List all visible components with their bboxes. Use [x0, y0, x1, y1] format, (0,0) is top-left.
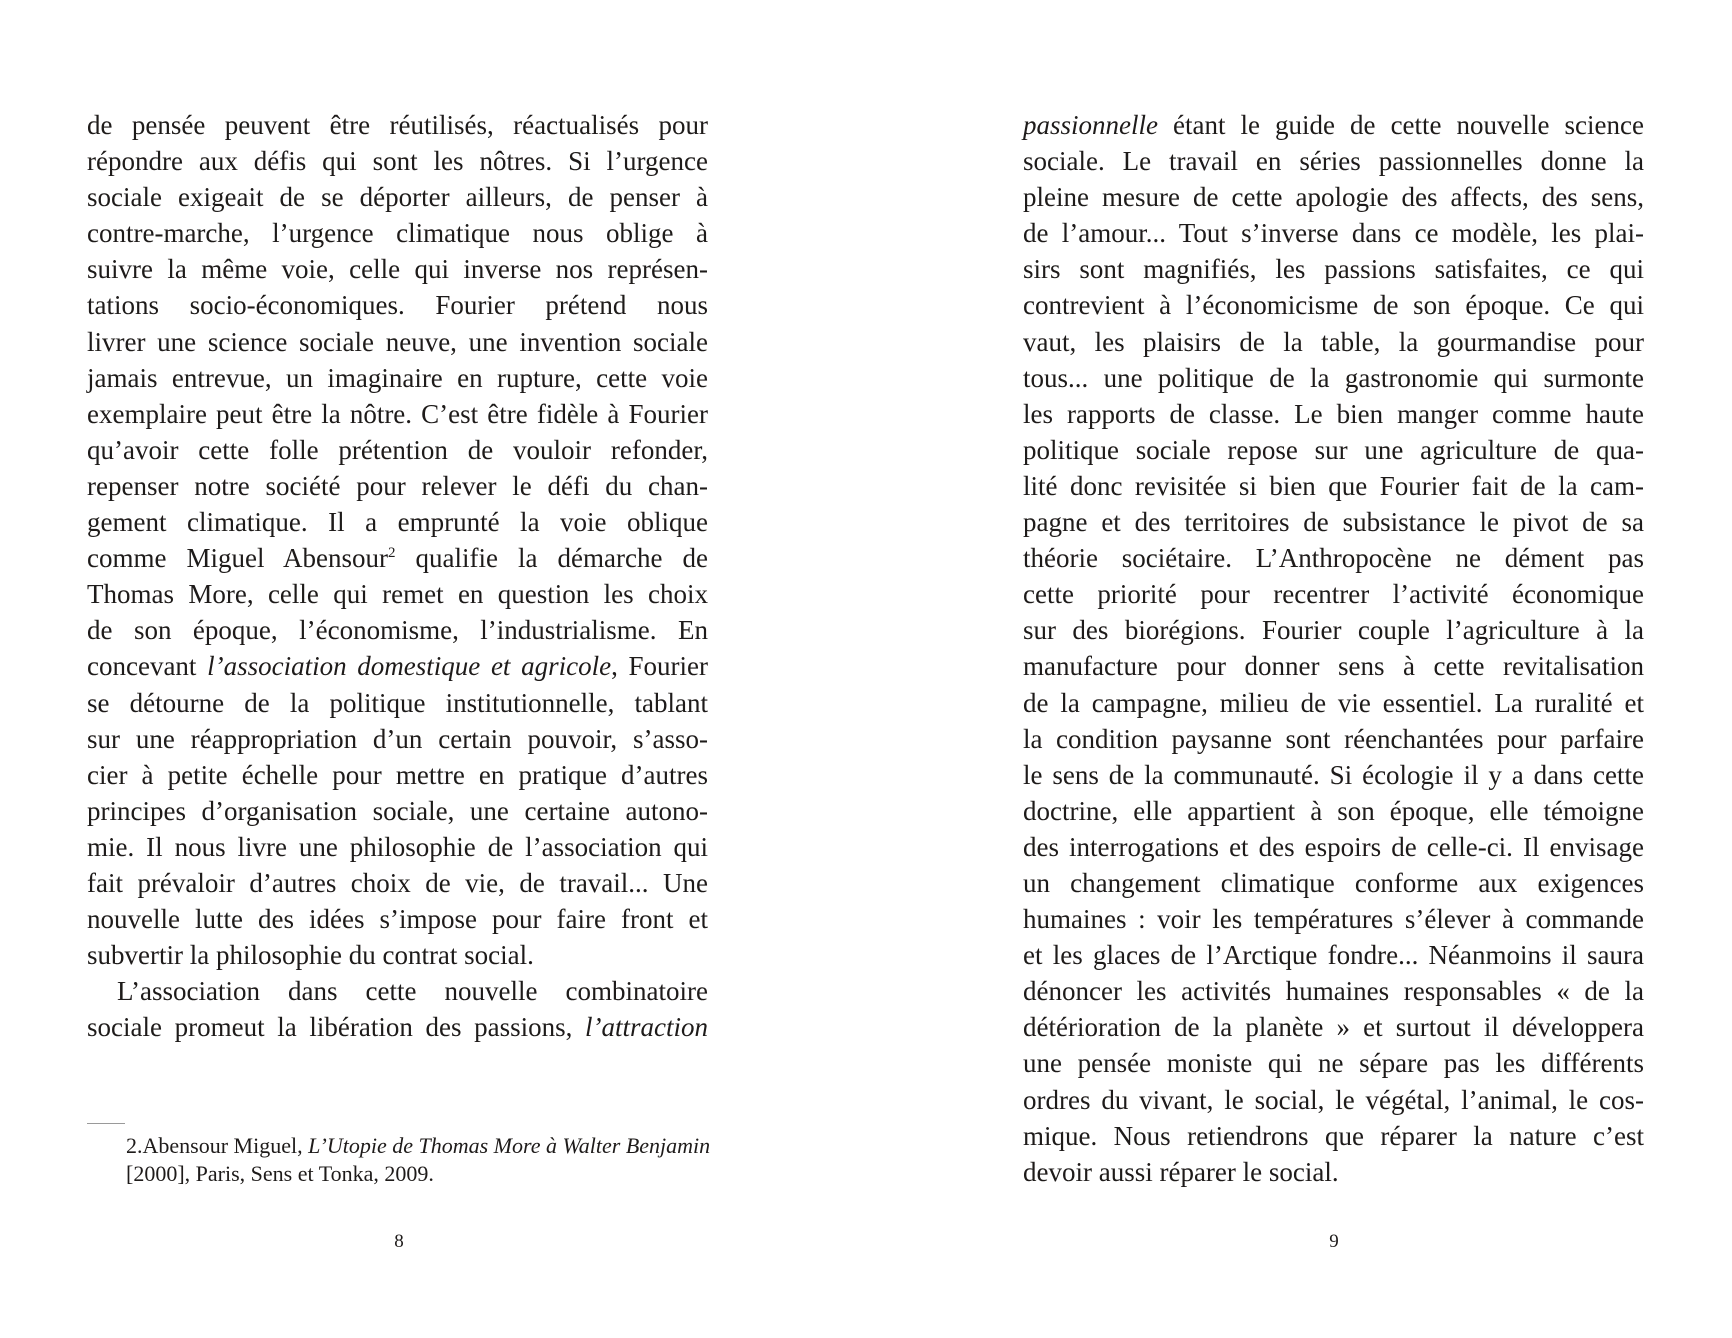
text-line: répondre aux défis qui sont les nôtres. Si l’urgence [87, 146, 708, 177]
text-line: sur des biorégions. Fourier couple l’agriculture à la [1023, 615, 1644, 646]
text-line: de la campagne, milieu de vie essentiel. La ruralité et [1023, 687, 1644, 718]
text-line: cette priorité pour recentrer l’activité économique [1023, 579, 1644, 610]
text-line: pleine mesure de cette apologie des affects, des sens, [1023, 182, 1644, 213]
text-line: lité donc revisitée si bien que Fourier fait de la cam- [1023, 470, 1644, 501]
text-line: contrevient à l’économicisme de son époque. Ce qui [1023, 290, 1644, 321]
text-line: jamais entrevue, un imaginaire en rupture, cette voie [87, 362, 708, 393]
footnote-number: 2. [126, 1133, 143, 1158]
text-line: devoir aussi réparer le social. [1023, 1156, 1339, 1187]
text-line: mique. Nous retiendrons que réparer la nature c’est [1023, 1120, 1644, 1151]
text-line: pagne et des territoires de subsistance le pivot de sa [1023, 507, 1644, 538]
text-line: mie. Il nous livre une philosophie de l’association qui [87, 831, 708, 862]
text-line: sociale exigeait de se déporter ailleurs, de penser à [87, 182, 708, 213]
text-line: sociale promeut la libération des passions, l’attraction [87, 1012, 708, 1043]
text-line: manufacture pour donner sens à cette revitalisation [1023, 651, 1644, 682]
text-line: une pensée moniste qui ne sépare pas les différents [1023, 1048, 1644, 1079]
text-line: doctrine, elle appartient à son époque, elle témoigne [1023, 795, 1644, 826]
text-line: humaines : voir les températures s’élever à commande [1023, 904, 1644, 935]
text-line: passionnelle étant le guide de cette nouvelle science [1023, 110, 1644, 140]
page-number-left: 8 [394, 1231, 404, 1252]
text-line: politique sociale repose sur une agriculture de qua- [1023, 434, 1644, 465]
text-line: de l’amour... Tout s’inverse dans ce modèle, les plai- [1023, 218, 1644, 249]
page-number-right: 9 [1329, 1231, 1339, 1252]
text-line: la condition paysanne sont réenchantées pour parfaire [1023, 723, 1644, 754]
right-page [866, 0, 1732, 1338]
footnote-title: L’Utopie de Thomas More à Walter Benjamin [308, 1133, 711, 1158]
text-line: nouvelle lutte des idées s’impose pour faire front et [87, 904, 708, 935]
text-line: théorie sociétaire. L’Anthropocène ne dément pas [1023, 543, 1644, 574]
text-line: suivre la même voie, celle qui inverse nos représen- [87, 254, 708, 285]
text-line: principes d’organisation sociale, une certaine autono- [87, 795, 708, 826]
text-line: de son époque, l’économisme, l’industrialisme. En [87, 615, 708, 646]
text-line: comme Miguel Abensour$^2$ qualifie la démarche de [87, 543, 708, 574]
footnote-separator [87, 1123, 125, 1124]
text-line: exemplaire peut être la nôtre. C’est être fidèle à Fourier [87, 398, 708, 429]
text-line: se détourne de la politique institutionnelle, tablant [87, 687, 708, 718]
italic-text: l’association domestique et agricole [207, 651, 612, 682]
text-line: un changement climatique conforme aux exigences [1023, 867, 1644, 898]
text-line: sirs sont magnifiés, les passions satisfaites, ce qui [1023, 254, 1644, 285]
text-line: subvertir la philosophie du contrat social. [87, 940, 534, 971]
text-line: fait prévaloir d’autres choix de vie, de travail... Une [87, 867, 708, 898]
text-line: sociale. Le travail en séries passionnelles donne la [1023, 146, 1644, 177]
text-line: le sens de la communauté. Si écologie il y a dans cette [1023, 759, 1644, 790]
text-line: L’association dans cette nouvelle combinatoire [117, 976, 708, 1007]
text-line: qu’avoir cette folle prétention de vouloir refonder, [87, 434, 708, 465]
text-line: concevant l’association domestique et agricole, Fourier [87, 651, 709, 682]
footnote-line-1 [126, 1132, 711, 1160]
text-line: et les glaces de l’Arctique fondre... Néanmoins il saura [1023, 940, 1644, 971]
footnote-line-2: [2000], Paris, Sens et Tonka, 2009. [126, 1161, 434, 1186]
text-line: détérioration de la planète » et surtout il développera [1023, 1012, 1644, 1043]
text-line: les rapports de classe. Le bien manger comme haute [1023, 398, 1644, 429]
text-line: contre-marche, l’urgence climatique nous oblige à [87, 218, 708, 249]
text-line: gement climatique. Il a emprunté la voie oblique [87, 507, 708, 538]
text-line: cier à petite échelle pour mettre en pratique d’autres [87, 759, 708, 790]
text-line: tous... une politique de la gastronomie qui surmonte [1023, 362, 1644, 393]
italic-text: passionnelle [1023, 110, 1158, 140]
right-page-body [1023, 107, 1644, 1190]
text-line: de pensée peuvent être réutilisés, réactualisés pour [87, 110, 708, 140]
text-line: repenser notre société pour relever le défi du chan- [87, 470, 708, 501]
footnote-author: Abensour Miguel, [142, 1133, 309, 1158]
text-line: ordres du vivant, le social, le végétal, l’animal, le cos- [1023, 1084, 1644, 1115]
italic-text: l’attraction [585, 1012, 708, 1043]
text-line: tations socio-économiques. Fourier prétend nous [87, 290, 708, 321]
text-line: livrer une science sociale neuve, une invention sociale [87, 326, 708, 357]
text-line: vaut, les plaisirs de la table, la gourmandise pour [1023, 326, 1644, 357]
footnote-reference[interactable]: 2 [388, 545, 396, 562]
text-line: Thomas More, celle qui remet en question les choix [87, 579, 708, 610]
text-line: des interrogations et des espoirs de celle-ci. Il envisage [1023, 831, 1644, 862]
text-line: sur une réappropriation d’un certain pouvoir, s’asso- [87, 723, 708, 754]
left-page-body [87, 107, 708, 1045]
text-line: dénoncer les activités humaines responsables « de la [1023, 976, 1644, 1007]
footnote [126, 1132, 711, 1188]
